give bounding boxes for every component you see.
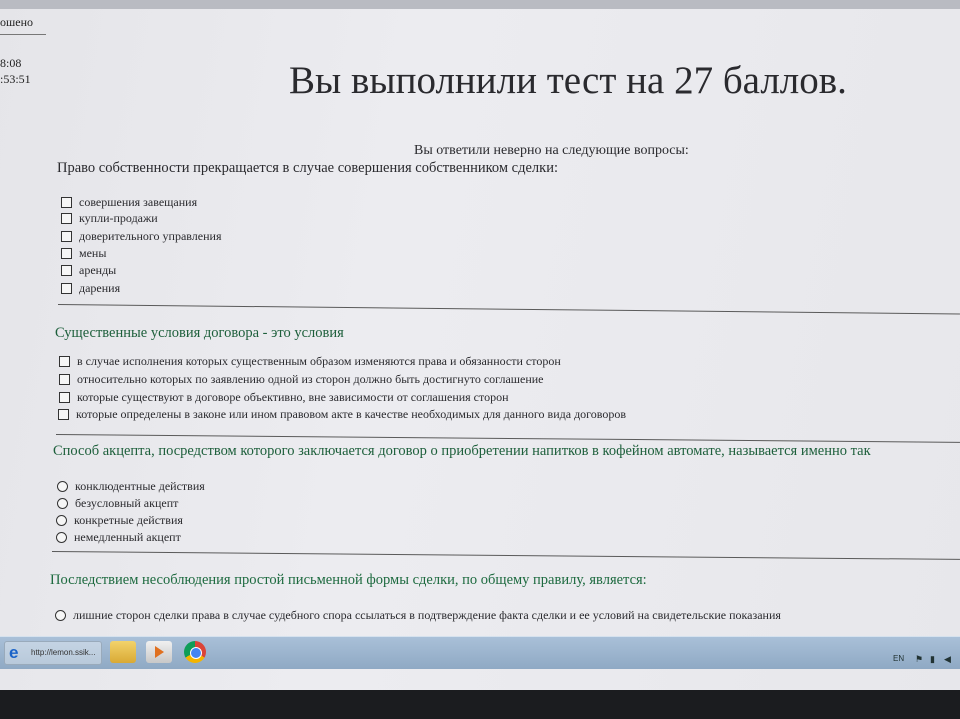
browser-title-strip xyxy=(0,0,960,9)
question-1-option[interactable]: аренды xyxy=(61,263,116,278)
internet-explorer-taskbar-button[interactable] xyxy=(4,641,102,665)
sidebar-divider xyxy=(0,34,46,35)
question-2-option[interactable]: которые существуют в договоре объективно, вне зависимости от соглашения сторон xyxy=(59,390,509,405)
checkbox[interactable] xyxy=(61,213,72,224)
taskbar xyxy=(0,636,960,669)
radio-button[interactable] xyxy=(57,498,68,509)
question-2-option[interactable]: в случае исполнения которых существенным образом изменяются права и обязанности сторон xyxy=(59,354,561,369)
question-2-text: Существенные условия договора - это условия xyxy=(55,325,344,341)
ie-address-label: http://lemon.ssik... xyxy=(31,648,96,657)
question-3-option[interactable]: конклюдентные действия xyxy=(57,479,205,494)
checkbox[interactable] xyxy=(61,265,72,276)
checkbox[interactable] xyxy=(61,283,72,294)
question-1-option[interactable]: доверительного управления xyxy=(61,229,221,244)
question-3-option[interactable]: безусловный акцепт xyxy=(57,496,178,511)
language-indicator[interactable]: EN xyxy=(893,654,905,663)
question-1-text: Право собственности прекращается в случае совершения собственником сделки: xyxy=(57,160,559,176)
question-divider xyxy=(56,434,960,443)
question-1-option[interactable]: мены xyxy=(61,246,106,261)
question-1-option[interactable]: купли-продажи xyxy=(61,211,158,226)
radio-button[interactable] xyxy=(56,515,67,526)
question-1-option[interactable]: совершения завещания xyxy=(61,195,197,210)
test-result-heading: Вы выполнили тест на 27 баллов. xyxy=(289,59,847,102)
wrong-answers-caption: Вы ответили неверно на следующие вопросы: xyxy=(414,143,689,158)
checkbox[interactable] xyxy=(59,356,70,367)
question-3-option[interactable]: немедленный акцепт xyxy=(56,530,181,545)
play-icon xyxy=(155,646,164,658)
checkbox[interactable] xyxy=(61,231,72,242)
radio-button[interactable] xyxy=(57,481,68,492)
media-player-icon[interactable] xyxy=(146,641,172,663)
question-divider xyxy=(58,304,960,314)
checkbox[interactable] xyxy=(59,392,70,403)
checkbox[interactable] xyxy=(58,409,69,420)
question-divider xyxy=(52,551,960,560)
checkbox[interactable] xyxy=(59,374,70,385)
checkbox[interactable] xyxy=(61,248,72,259)
checkbox[interactable] xyxy=(61,197,72,208)
question-1-option[interactable]: дарения xyxy=(61,281,120,296)
folder-icon[interactable] xyxy=(110,641,136,663)
internet-explorer-icon: e xyxy=(9,643,19,662)
radio-button[interactable] xyxy=(56,532,67,543)
question-2-option[interactable]: которые определены в законе или ином правовом акте в качестве необходимых для данного вида договоров xyxy=(58,407,626,422)
question-2-option[interactable]: относительно которых по заявлению одной из сторон должно быть достигнуто соглашение xyxy=(59,372,544,387)
question-3-option[interactable]: конкретные действия xyxy=(56,513,183,528)
question-4-text: Последствием несоблюдения простой письменной формы сделки, по общему правилу, является: xyxy=(50,572,647,588)
network-icon[interactable]: ▮ xyxy=(930,654,935,664)
question-4-option[interactable]: лишние сторон сделки права в случае судебного спора ссылаться в подтверждение факта сделки и ее условий на свидетельские показания xyxy=(55,608,781,623)
sidebar-status-label: ошено xyxy=(0,15,33,29)
sidebar-time: 8:08 xyxy=(0,56,22,70)
question-3-text: Способ акцепта, посредством которого заключается договор о приобретении напитков в кофейном автомате, называется именно так xyxy=(53,443,871,459)
radio-button[interactable] xyxy=(55,610,66,621)
chrome-icon[interactable] xyxy=(184,641,206,663)
flag-icon[interactable]: ⚑ xyxy=(915,654,924,664)
sidebar-elapsed-time: :53:51 xyxy=(0,72,31,86)
chrome-center xyxy=(190,647,202,659)
volume-icon[interactable]: ◀ xyxy=(944,654,951,664)
